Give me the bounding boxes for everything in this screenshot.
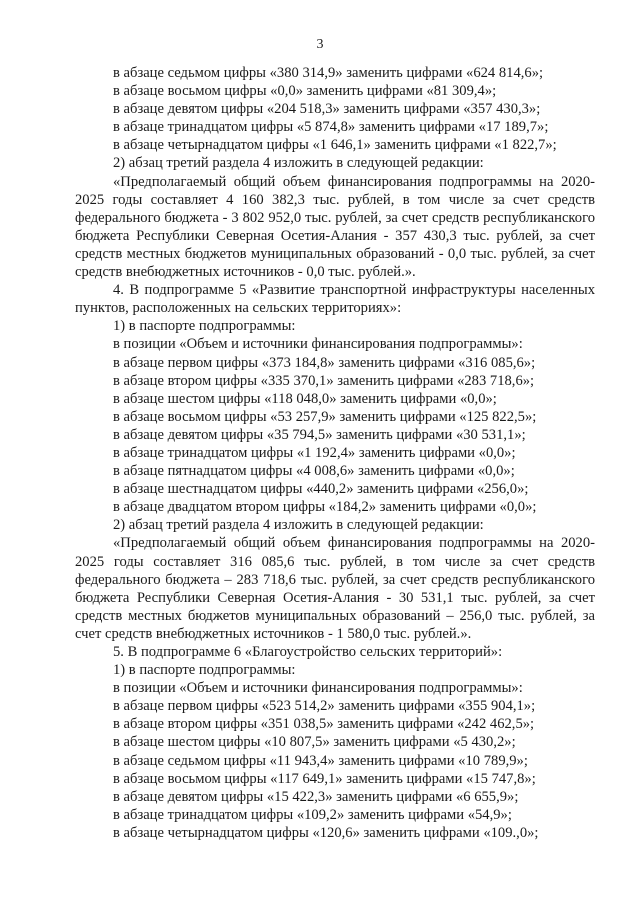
amendments-block-subprogram-5 xyxy=(75,317,595,534)
text-line: в абзаце восьмом цифры «117 649,1» заменить цифрами «15 747,8»; xyxy=(113,770,536,787)
text-line: в абзаце четырнадцатом цифры «120,6» заменить цифрами «109.,0»; xyxy=(113,824,539,841)
text-line: в абзаце седьмом цифры «11 943,4» заменить цифрами «10 789,9»; xyxy=(113,752,528,769)
paragraph-funding-subprogram-5: «Предполагаемый общий объем финансирования подпрограммы на 2020-2025 годы составляет 316 085,6 тыс. рублей, в том числе за счет средств федерального бюджета – 283 718,6 тыс. рублей, за счет средств республиканского бюджета Республики Северная Осетия-Алания - 30 531,1 тыс. рублей, за счет средств местных бюджетов муниципальных образований – 256,0 тыс. рублей, за счет средств внебюджетных источников - 1 580,0 тыс. рублей.». xyxy=(75,535,595,642)
text-line: в абзаце втором цифры «351 038,5» заменить цифрами «242 462,5»; xyxy=(113,716,535,733)
text-line: в абзаце тринадцатом цифры «109,2» заменить цифрами «54,9»; xyxy=(113,806,512,823)
text-line: в абзаце шестом цифры «118 048,0» заменить цифрами «0,0»; xyxy=(113,390,497,407)
text-line: в позиции «Объем и источники финансирования подпрограммы»: xyxy=(113,680,523,697)
document-body xyxy=(75,64,595,842)
text-line: в абзаце шестнадцатом цифры «440,2» заменить цифрами «256,0»; xyxy=(113,481,529,498)
amendments-block-subprogram-4 xyxy=(75,64,595,173)
text-line: в абзаце шестом цифры «10 807,5» заменить цифрами «5 430,2»; xyxy=(113,734,516,751)
text-line: в абзаце пятнадцатом цифры «4 008,6» заменить цифрами «0,0»; xyxy=(113,463,515,480)
text-line: в абзаце седьмом цифры «380 314,9» заменить цифрами «624 814,6»; xyxy=(113,65,544,81)
paragraph-funding-subprogram-4: «Предполагаемый общий объем финансирования подпрограммы на 2020-2025 годы составляет 4 160 382,3 тыс. рублей, в том числе за счет средств федерального бюджета - 3 802 952,0 тыс. рублей, за счет средств республиканского бюджета Республики Северная Осетия-Алания - 357 430,3 тыс. рублей, за счет средств местных бюджетов муниципальных образований - 0,0 тыс. рублей, за счет средств внебюджетных источников - 0,0 тыс. рублей.». xyxy=(75,173,595,281)
text-line: в абзаце двадцатом втором цифры «184,2» заменить цифрами «0,0»; xyxy=(113,499,537,516)
text-line: в абзаце восьмом цифры «0,0» заменить цифрами «81 309,4»; xyxy=(113,83,497,100)
text-line: в позиции «Объем и источники финансирования подпрограммы»: xyxy=(113,336,523,353)
page-number: 3 xyxy=(316,37,324,52)
text-line: в абзаце первом цифры «523 514,2» заменить цифрами «355 904,1»; xyxy=(113,698,536,715)
text-line: в абзаце четырнадцатом цифры «1 646,1» заменить цифрами «1 822,7»; xyxy=(113,137,557,154)
paragraph-item-4-heading: 4. В подпрограмме 5 «Развитие транспортной инфраструктуры населенных пунктов, расположенных на сельских территориях»: xyxy=(75,282,595,317)
text-line: в абзаце восьмом цифры «53 257,9» заменить цифрами «125 822,5»; xyxy=(113,408,537,425)
amendments-block-subprogram-6 xyxy=(75,643,595,842)
text-line: в абзаце девятом цифры «204 518,3» заменить цифрами «357 430,3»; xyxy=(113,101,541,118)
text-line: в абзаце втором цифры «335 370,1» заменить цифрами «283 718,6»; xyxy=(113,372,535,389)
text-line: в абзаце девятом цифры «35 794,5» заменить цифрами «30 531,1»; xyxy=(113,426,526,443)
text-line: 2) абзац третий раздела 4 изложить в следующей редакции: xyxy=(113,517,484,534)
text-line: 1) в паспорте подпрограммы: xyxy=(113,318,296,335)
text-line: в абзаце тринадцатом цифры «5 874,8» заменить цифрами «17 189,7»; xyxy=(113,119,549,136)
text-line: в абзаце первом цифры «373 184,8» заменить цифрами «316 085,6»; xyxy=(113,354,536,371)
text-line: 5. В подпрограмме 6 «Благоустройство сельских территорий»: xyxy=(113,644,503,660)
text-line: 2) абзац третий раздела 4 изложить в следующей редакции: xyxy=(113,155,484,172)
text-line: в абзаце тринадцатом цифры «1 192,4» заменить цифрами «0,0»; xyxy=(113,444,516,461)
text-line: в абзаце девятом цифры «15 422,3» заменить цифрами «6 655,9»; xyxy=(113,788,519,805)
text-line: 1) в паспорте подпрограммы: xyxy=(113,662,296,679)
